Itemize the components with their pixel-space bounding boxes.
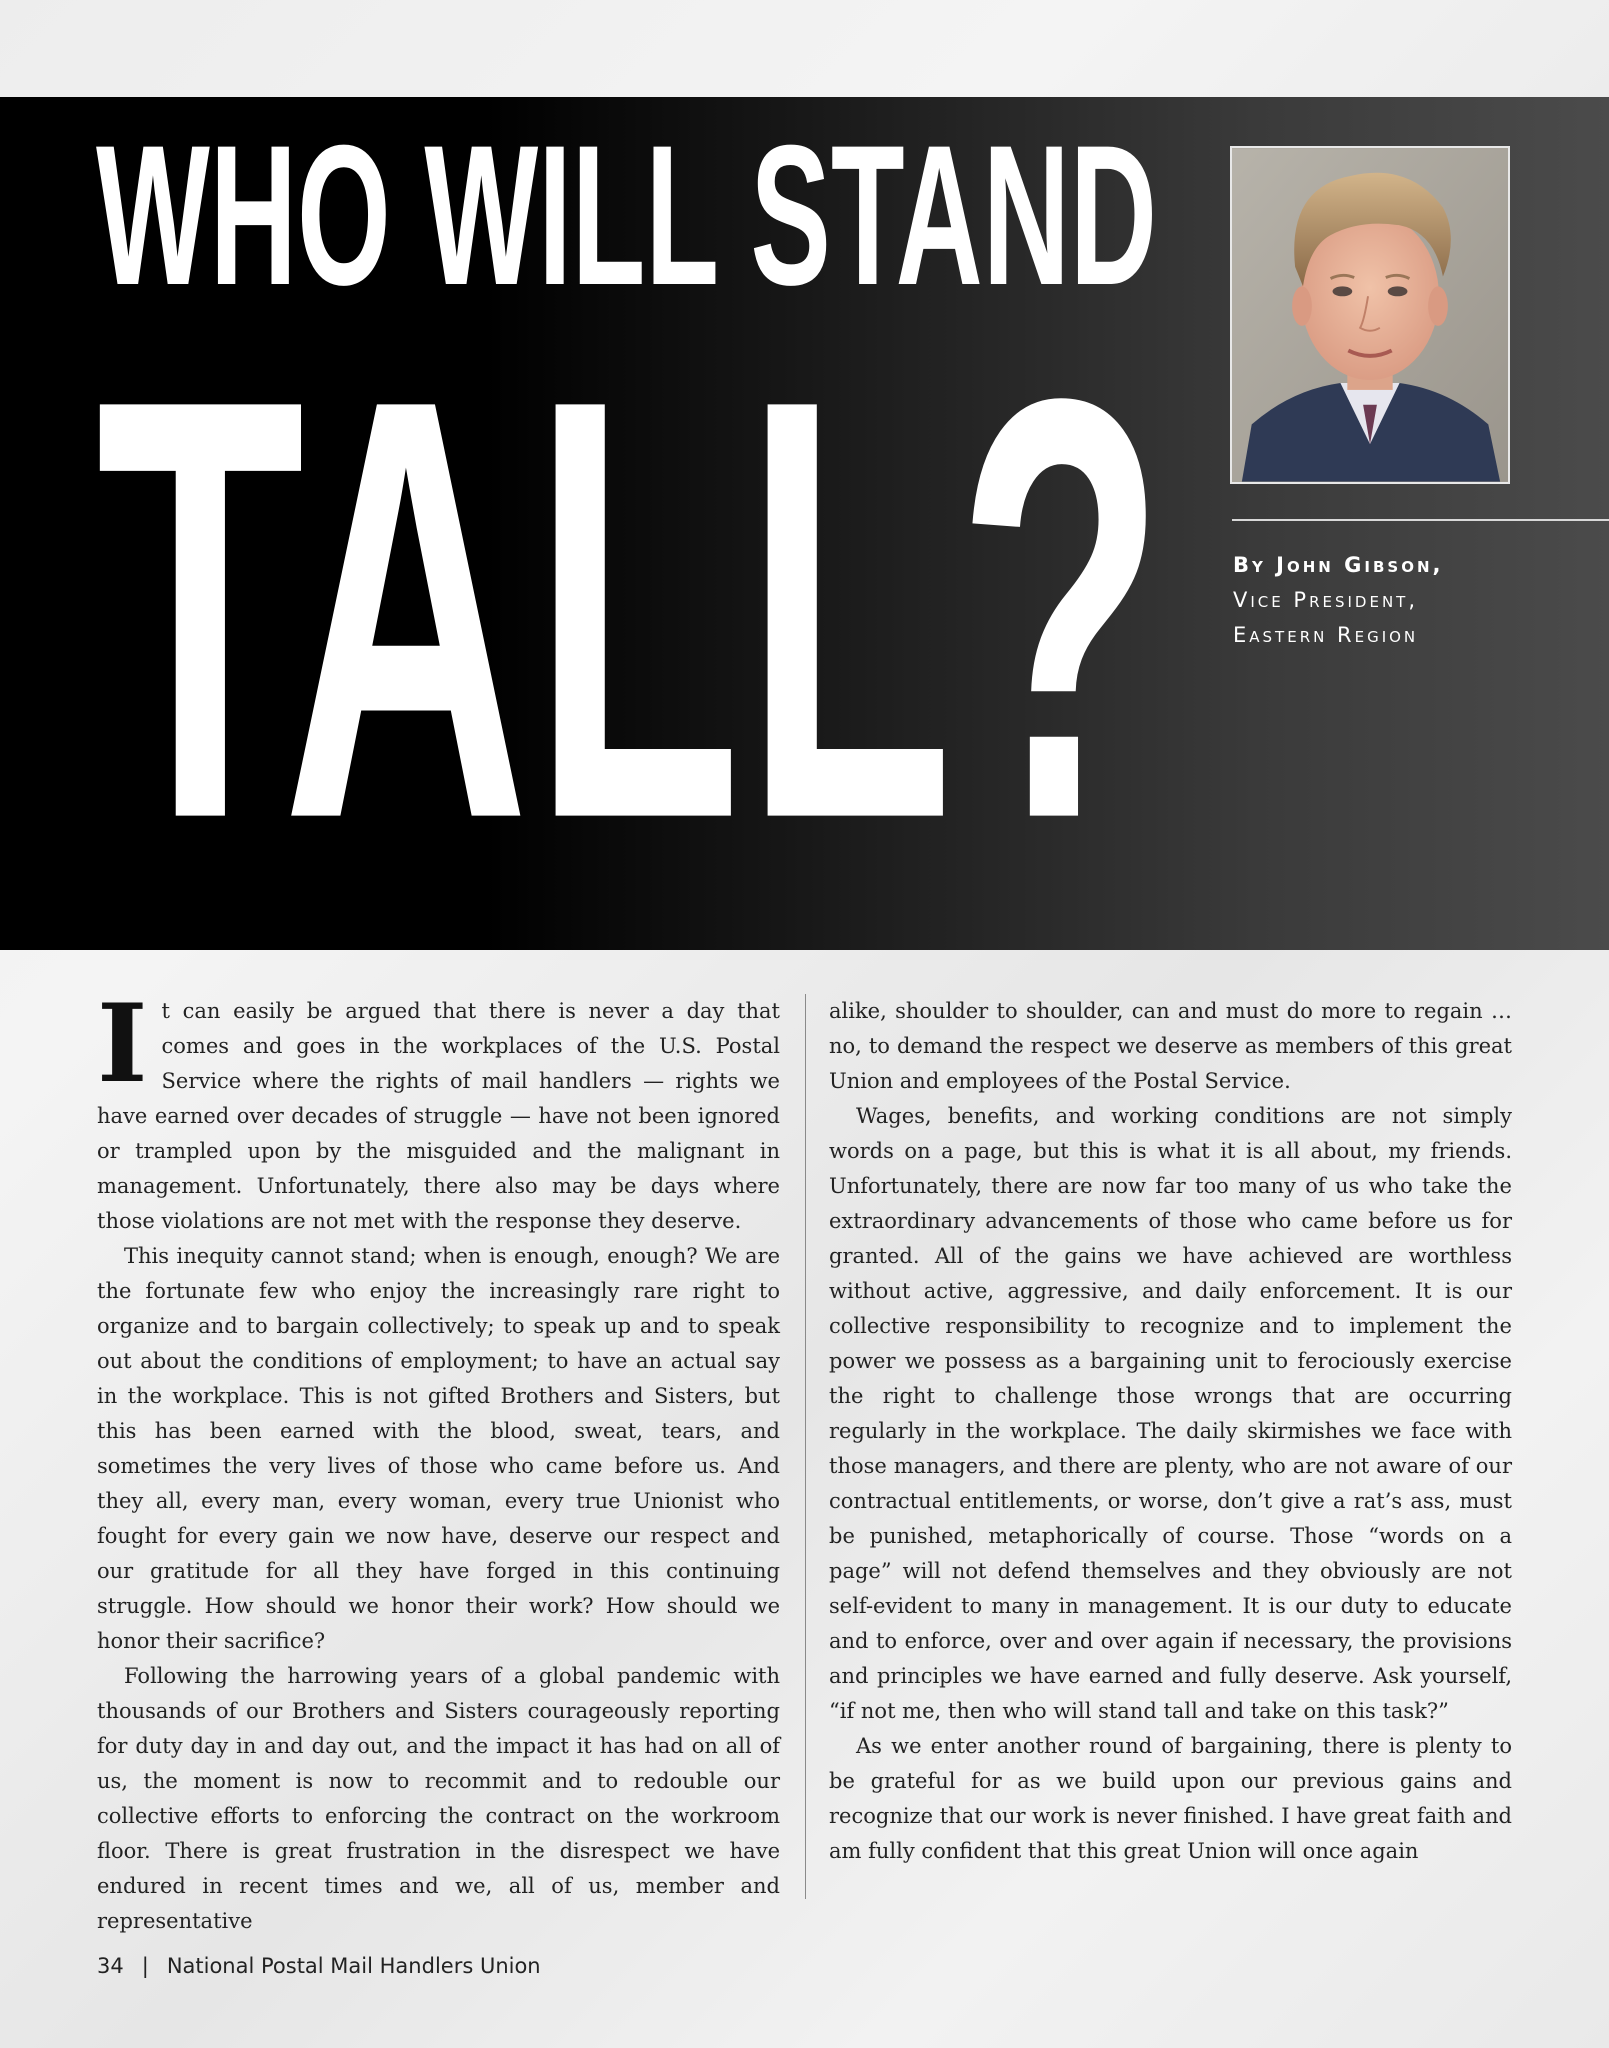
author-title-line-1: Vice President, xyxy=(1233,588,1419,612)
article-paragraph: As we enter another round of bargaining, there is plenty to be grateful for as we build upon our previous gains and recognize that our work is never finished. I have great faith and am fully confident that this great Union will once again xyxy=(829,1734,1512,1863)
footer-separator: | xyxy=(141,1954,149,1978)
drop-cap: I xyxy=(97,981,148,1107)
author-photo xyxy=(1230,146,1510,484)
article-paragraph: It can easily be argued that there is never a day that comes and goes in the workplaces of the U.S. Postal Service where the rights of mail handlers — rights we have earned over decades of struggle — have not been ignored or trampled upon by the misguided and the malignant in management. Unfortunately, there also may be days where those violations are not met with the response they deserve. xyxy=(97,981,780,1233)
headline-line-2-wrap xyxy=(96,275,1169,943)
headline-line-2: TALL? xyxy=(96,275,1169,943)
author-title-line-2: Eastern Region xyxy=(1233,623,1419,647)
byline-rule xyxy=(1232,519,1609,521)
publication-name: National Postal Mail Handlers Union xyxy=(166,1954,541,1978)
article-paragraph: Wages, benefits, and working conditions are not simply words on a page, but this is what it is all about, my friends. Unfortunately, there are now far too many of us who take the extraordinary advancements of those who came before us for granted. All of the gains we have achieved are worthless without active, aggressive, and daily enforcement. It is our collective responsibility to recognize and to implement the power we possess as a bargaining unit to ferociously exercise the right to challenge those wrongs that are occurring regularly in the workplace. The daily skirmishes we face with those managers, and there are plenty, who are not aware of our contractual entitlements, or worse, don’t give a rat’s ass, must be punished, metaphorically of course. Those “words on a page” will not defend themselves and they obviously are not self-evident to many in management. It is our duty to educate and to enforce, over and over again if necessary, the provisions and principles we have earned and fully deserve. Ask yourself, “if not me, then who will stand tall and take on this task?” xyxy=(829,1104,1512,1723)
headline-line-1: WHO WILL STAND xyxy=(96,104,1158,327)
article-paragraph: Following the harrowing years of a global pandemic with thousands of our Brothers and Sisters courageously reporting for duty day in and day out, and the impact it has had on all of us, the moment is now to recommit and to redouble our collective efforts to enforcing the contract on the workroom floor. There is great frustration in the disrespect we have endured in recent times and we, all of us, member and representative xyxy=(97,1664,780,1933)
author-name: By John Gibson, xyxy=(1233,553,1444,577)
article-column-right xyxy=(829,994,1512,1869)
author-byline xyxy=(1233,548,1593,653)
page-number: 34 xyxy=(97,1954,124,1978)
article-column-left xyxy=(97,981,780,1939)
article-paragraph: This inequity cannot stand; when is enough, enough? We are the fortunate few who enjoy the increasingly rare right to organize and to bargain collectively; to speak up and to speak out about the conditions of employment; to have an actual say in the workplace. This is not gifted Brothers and Sisters, but this has been earned with the blood, sweat, tears, and sometimes the very lives of those who came before us. And they all, every man, every woman, every true Unionist who fought for every gain we now have, deserve our respect and our gratitude for all they have forged in this continuing struggle. How should we honor their work? How should we honor their sacrifice? xyxy=(97,1244,780,1653)
column-divider xyxy=(805,994,806,1899)
page-footer xyxy=(97,1952,541,1980)
article-paragraph: alike, shoulder to shoulder, can and must do more to regain … no, to demand the respect we deserve as members of this great Union and employees of the Postal Service. xyxy=(829,999,1512,1093)
